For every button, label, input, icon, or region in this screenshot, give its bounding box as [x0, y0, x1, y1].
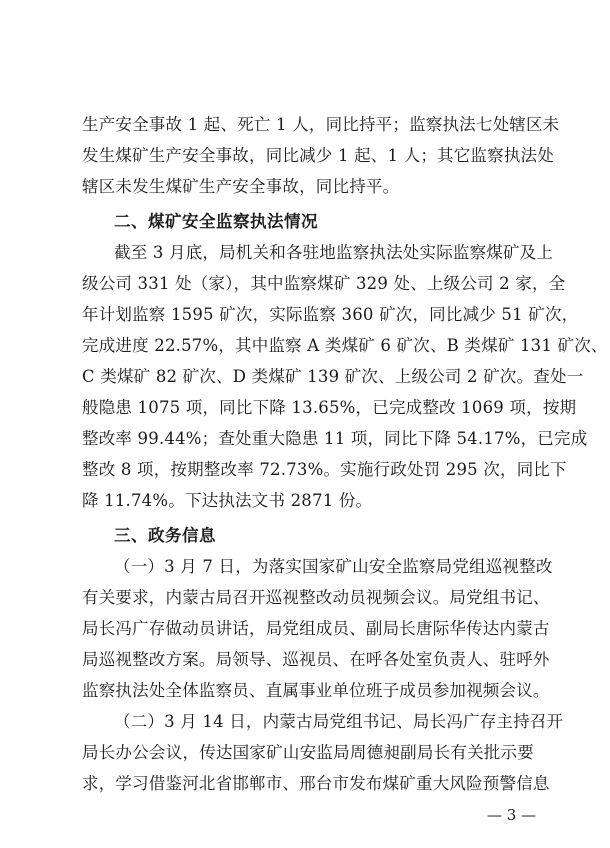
paragraph-line: 完成进度 22.57%，其中监察 A 类煤矿 6 矿次、B 类煤矿 131 矿次、 [82, 336, 608, 355]
paragraph-line: 局长办公会议，传达国家矿山安监局周德昶副局长有关批示要 [82, 743, 534, 762]
paragraph-line: 局长冯广存做动员讲话，局党组成员、副局长唐际华传达内蒙古 [82, 619, 550, 638]
paragraph-line: 整改 8 项，按期整改率 72.73%。实施行政处罚 295 次，同比下 [82, 460, 567, 479]
paragraph-line: 局巡视整改方案。局领导、巡视员、在呼各处室负责人、驻呼外 [82, 650, 550, 669]
paragraph-line: 截至 3 月底，局机关和各驻地监察执法处实际监察煤矿及上 [114, 243, 554, 262]
paragraph-line: 发生煤矿生产安全事故，同比减少 1 起、1 人；其它监察执法处 [82, 146, 554, 165]
paragraph-line: 有关要求，内蒙古局召开巡视整改动员视频会议。局党组书记、 [82, 588, 550, 607]
paragraph-line: 般隐患 1075 项，同比下降 13.65%，已完成整改 1069 项，按期 [82, 398, 577, 417]
paragraph-line: 整改率 99.44%；查处重大隐患 11 项，同比下降 54.17%，已完成 [82, 429, 588, 448]
paragraph-line: 监察执法处全体监察员、直属事业单位班子成员参加视频会议。 [82, 681, 550, 700]
section-heading-3: 三、政务信息 [114, 526, 216, 545]
paragraph-line: 降 11.74%。下达执法文书 2871 份。 [82, 491, 373, 510]
paragraph-line: 级公司 331 处（家），其中监察煤矿 329 处、上级公司 2 家，全 [82, 274, 566, 293]
paragraph-line: （二）3 月 14 日，内蒙古局党组书记、局长冯广存主持召开 [114, 712, 564, 731]
paragraph-line: （一）3 月 7 日，为落实国家矿山安全监察局党组巡视整改 [114, 557, 553, 576]
page-number: — 3 — [487, 806, 537, 824]
paragraph-line: C 类煤矿 82 矿次、D 类煤矿 139 矿次、上级公司 2 矿次。查处一 [82, 367, 584, 386]
section-heading-2: 二、煤矿安全监察执法情况 [114, 212, 318, 231]
paragraph-line: 辖区未发生煤矿生产安全事故，同比持平。 [82, 177, 400, 196]
paragraph-line: 求，学习借鉴河北省邯郸市、邢台市发布煤矿重大风险预警信息 [82, 774, 550, 793]
paragraph-line: 生产安全事故 1 起、死亡 1 人，同比持平；监察执法七处辖区未 [82, 115, 560, 134]
paragraph-line: 年计划监察 1595 矿次，实际监察 360 矿次，同比减少 51 矿次， [82, 305, 579, 324]
